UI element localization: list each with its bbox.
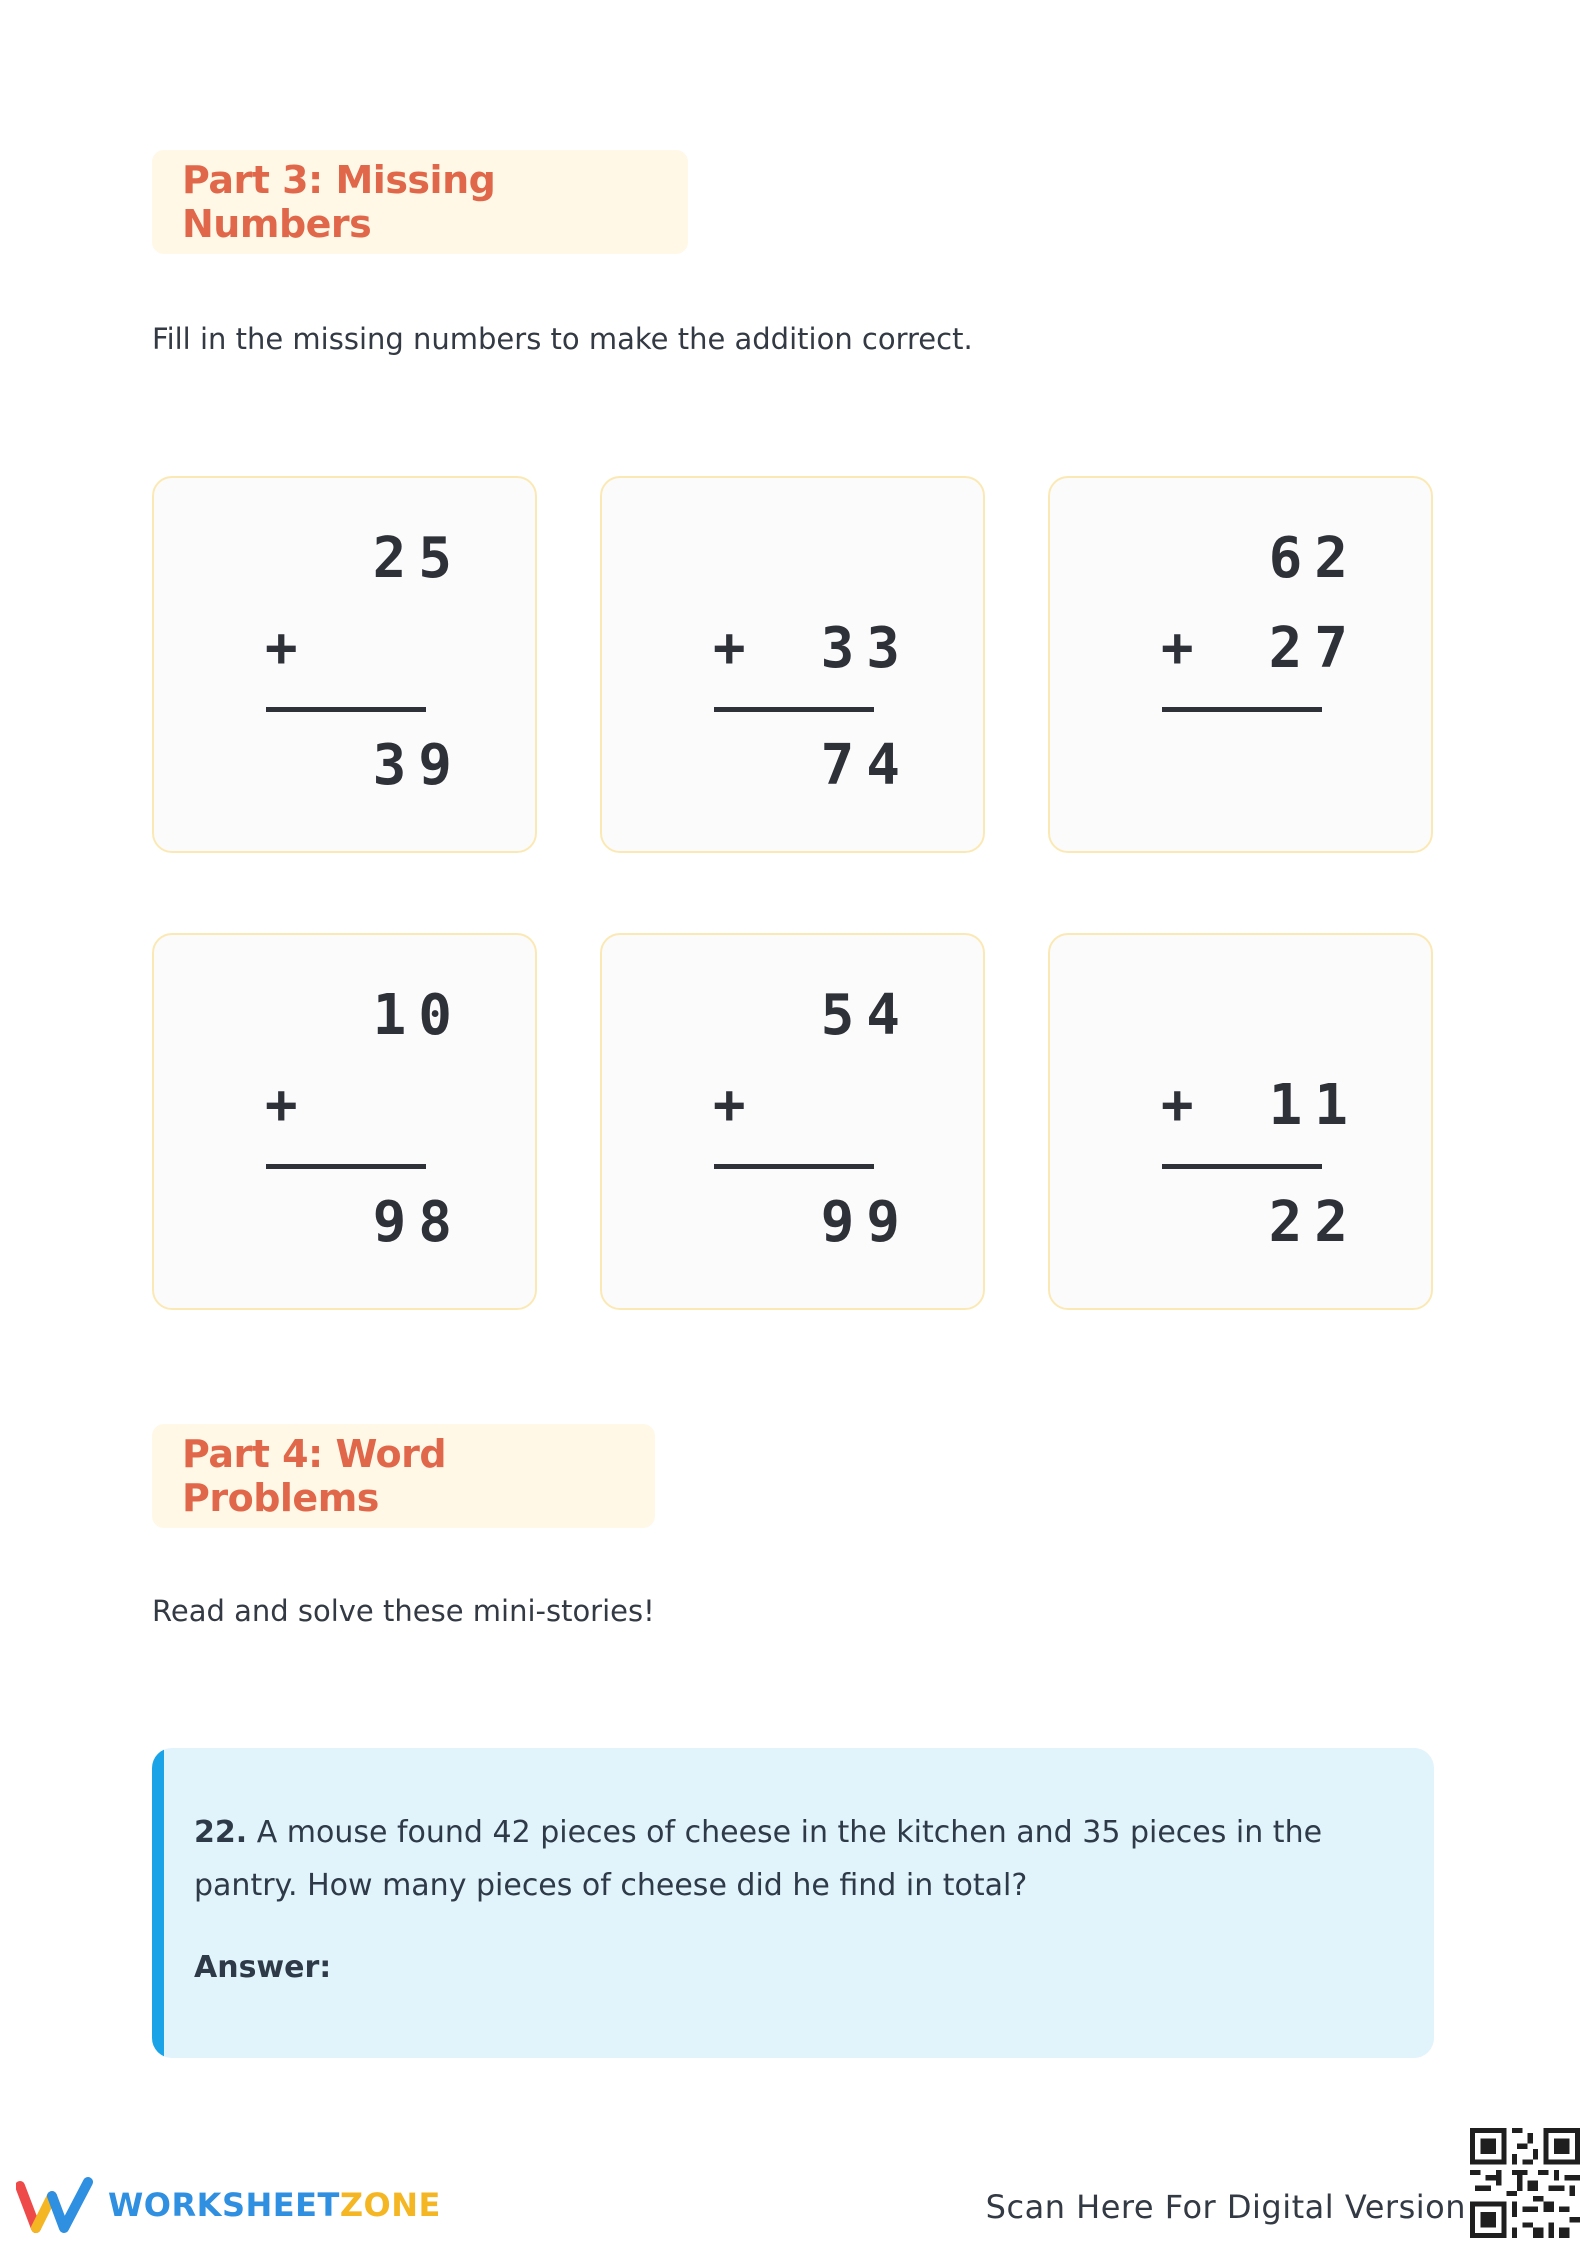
top-number: 25 — [372, 526, 464, 591]
problem-card-6 — [1048, 933, 1433, 1310]
addend-number: 27 — [1268, 616, 1360, 681]
answer-line — [266, 707, 426, 712]
w-logo-icon — [16, 2176, 94, 2234]
problem-card-4 — [152, 933, 537, 1310]
plus-sign: + — [713, 616, 746, 679]
question-number: 22. — [194, 1815, 248, 1850]
addend-number: 11 — [1268, 1073, 1360, 1138]
answer-line — [266, 1164, 426, 1169]
part3-header — [152, 150, 688, 254]
plus-sign: + — [265, 1073, 298, 1136]
worksheetzone-logo[interactable] — [16, 2176, 441, 2234]
qr-code-icon[interactable] — [1470, 2128, 1580, 2238]
problem-card-1 — [152, 476, 537, 853]
answer-line — [714, 707, 874, 712]
sum-number: 22 — [1268, 1190, 1360, 1255]
answer-line — [1162, 707, 1322, 712]
answer-line — [714, 1164, 874, 1169]
problem-card-3 — [1048, 476, 1433, 853]
sum-number: 99 — [820, 1190, 912, 1255]
sum-number: 39 — [372, 733, 464, 798]
problem-card-2 — [600, 476, 985, 853]
accent-bar — [152, 1748, 164, 2058]
plus-sign: + — [1161, 1073, 1194, 1136]
top-number: 62 — [1268, 526, 1360, 591]
part4-instructions: Read and solve these mini-stories! — [152, 1594, 655, 1628]
top-number: 54 — [820, 983, 912, 1048]
top-number: 10 — [372, 983, 464, 1048]
problem-card-5 — [600, 933, 985, 1310]
question-text: A mouse found 42 pieces of cheese in the kitchen and 35 pieces in the pantry. How many pieces of cheese did he find in total? — [194, 1815, 1323, 1903]
scan-text: Scan Here For Digital Version — [985, 2188, 1466, 2226]
part4-header — [152, 1424, 655, 1528]
part3-instructions: Fill in the missing numbers to make the addition correct. — [152, 322, 973, 356]
word-problem-text — [194, 1806, 1394, 1912]
part4-title: Part 4: Word Problems — [182, 1432, 447, 1520]
answer-line — [1162, 1164, 1322, 1169]
plus-sign: + — [713, 1073, 746, 1136]
word-problem-card — [152, 1748, 1434, 2058]
answer-label: Answer: — [194, 1950, 332, 1985]
plus-sign: + — [265, 616, 298, 679]
sum-number: 74 — [820, 733, 912, 798]
brand-name: WORKSHEETZONE — [108, 2186, 441, 2224]
part3-title: Part 3: Missing Numbers — [182, 158, 496, 246]
sum-number: 98 — [372, 1190, 464, 1255]
plus-sign: + — [1161, 616, 1194, 679]
addend-number: 33 — [820, 616, 912, 681]
